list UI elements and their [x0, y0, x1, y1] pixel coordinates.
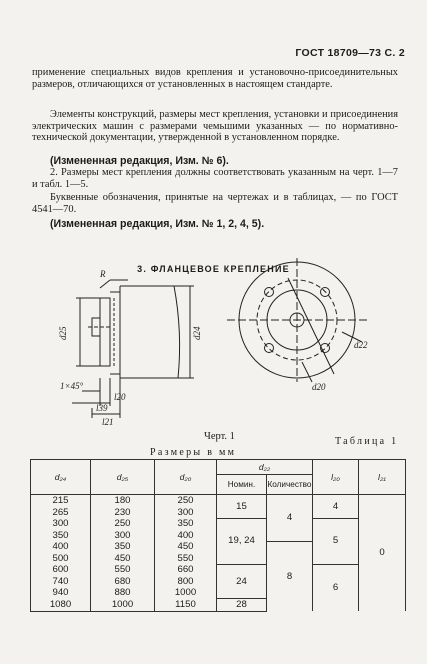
header-d24: d₂₄: [31, 460, 91, 495]
cell-d25: 300: [91, 530, 155, 542]
cell-d22-nominal: 19, 24: [217, 518, 267, 564]
cell-d24: 600: [31, 564, 91, 576]
table-name: Таблица 1: [335, 436, 399, 447]
cell-d24: 300: [31, 518, 91, 530]
cell-quantity: 4: [267, 495, 313, 542]
cell-d25: 350: [91, 541, 155, 553]
cell-d22-nominal: 28: [217, 599, 267, 612]
cell-d24: 265: [31, 507, 91, 519]
cell-d20: 250: [155, 495, 217, 507]
cell-l20: 6: [313, 564, 359, 611]
cell-d25: 680: [91, 576, 155, 588]
cell-l20: 4: [313, 495, 359, 519]
paragraph-elements: Элементы конструкций, размеры мест крепления, установки и присоединения электрических машин с размерами чемьшими указанных — по нормативно-технической документации, утвержденной в установленном порядке.: [32, 109, 398, 144]
table-row: [31, 495, 406, 507]
label-r: R: [100, 269, 106, 279]
cell-d24: 1080: [31, 599, 91, 612]
table-row: [31, 518, 406, 530]
cell-d20: 800: [155, 576, 217, 588]
label-l20: l20: [114, 392, 126, 402]
cell-d20: 1000: [155, 587, 217, 599]
cell-d25: 250: [91, 518, 155, 530]
label-l39: l39: [96, 403, 108, 413]
header-d20: d₂₀: [155, 460, 217, 495]
cell-d25: 230: [91, 507, 155, 519]
cell-l20: 5: [313, 518, 359, 564]
label-d20: d20: [312, 382, 326, 392]
paragraph-designations: Буквенные обозначения, принятые на чертежах и в таблицах, — по ГОСТ 4541—70.: [32, 192, 398, 215]
units-caption: Размеры в мм: [150, 447, 237, 458]
cell-d24: 350: [31, 530, 91, 542]
cell-d25: 450: [91, 553, 155, 565]
cell-d25: 550: [91, 564, 155, 576]
cell-d20: 450: [155, 541, 217, 553]
table-row: [31, 564, 406, 576]
header-d25: d₂₅: [91, 460, 155, 495]
cell-d22-nominal: 15: [217, 495, 267, 519]
label-d25: d25: [58, 326, 68, 340]
label-d24: d24: [192, 326, 202, 340]
paragraph-dimensions: 2. Размеры мест крепления должны соответствовать указанным на черт. 1—7 и табл. 1—5.: [32, 167, 398, 190]
label-l21: l21: [102, 417, 114, 427]
cell-d22-nominal: 24: [217, 564, 267, 599]
section-title: 3. ФЛАНЦЕВОЕ КРЕПЛЕНИЕ: [137, 264, 290, 274]
label-d22: d22: [354, 340, 368, 350]
header-l20: l₂₀: [313, 460, 359, 495]
cell-d24: 940: [31, 587, 91, 599]
header-quantity: Количество: [267, 475, 313, 495]
cell-d20: 300: [155, 507, 217, 519]
cell-d24: 740: [31, 576, 91, 588]
cell-l21: 0: [359, 495, 406, 612]
flange-dimensions-table: [30, 459, 406, 612]
header-nominal: Номин.: [217, 475, 267, 495]
edition-note-1: (Измененная редакция, Изм. № 6).: [50, 155, 229, 167]
cell-d24: 500: [31, 553, 91, 565]
figure-caption: Черт. 1: [204, 431, 235, 442]
edition-note-2: (Измененная редакция, Изм. № 1, 2, 4, 5).: [50, 218, 265, 230]
cell-quantity: 8: [267, 541, 313, 611]
cell-d24: 400: [31, 541, 91, 553]
running-header: ГОСТ 18709—73 С. 2: [295, 47, 405, 59]
cell-d20: 1150: [155, 599, 217, 612]
cell-d24: 215: [31, 495, 91, 507]
flange-plate-outline: [100, 298, 110, 366]
cell-d20: 550: [155, 553, 217, 565]
cell-d25: 180: [91, 495, 155, 507]
cell-d25: 1000: [91, 599, 155, 612]
header-l21: l₂₁: [359, 460, 406, 495]
cell-d20: 350: [155, 518, 217, 530]
cell-d25: 880: [91, 587, 155, 599]
cell-d20: 660: [155, 564, 217, 576]
cell-d20: 400: [155, 530, 217, 542]
label-chamfer: 1×45°: [60, 381, 84, 391]
paragraph-intro: применение специальных видов крепления и установочно-присоединительных размеров, отличающихся от установленных в настоящем стандарте.: [32, 67, 398, 90]
header-d22: d₂₂: [217, 460, 313, 475]
